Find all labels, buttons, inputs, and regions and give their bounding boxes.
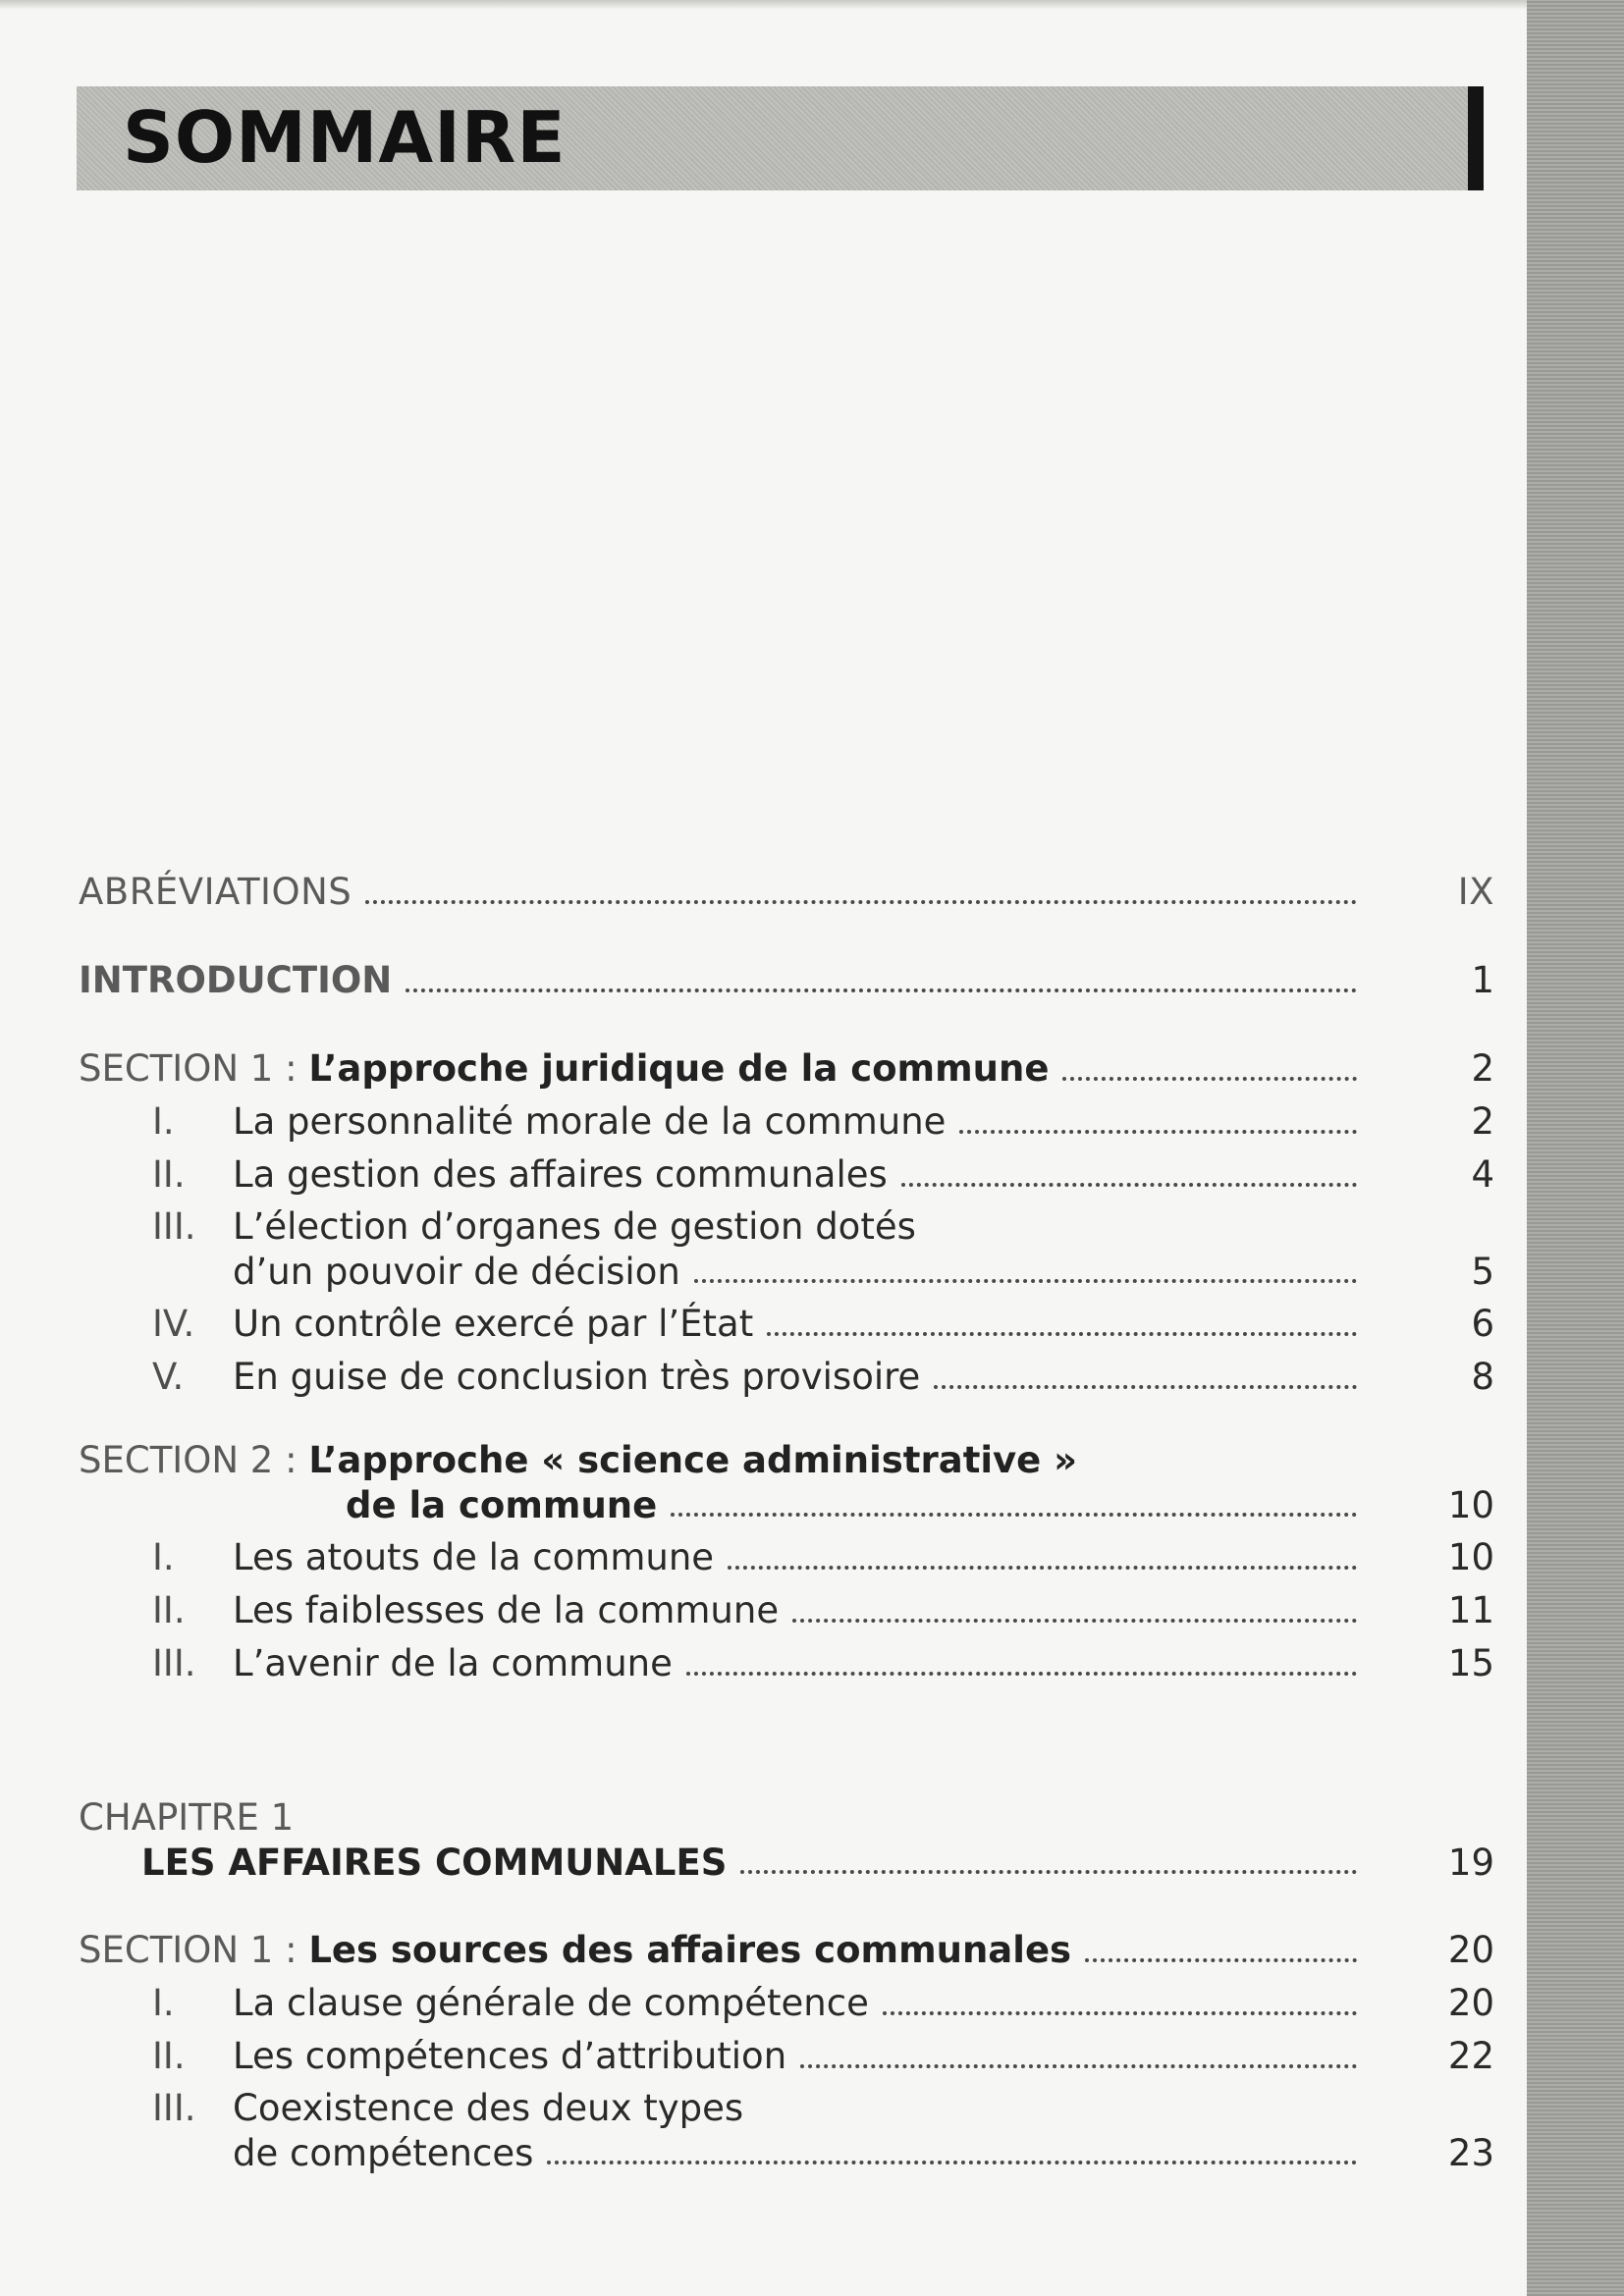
page-number: 10 — [1447, 1484, 1494, 1526]
item-text: Les atouts de la commune — [233, 1536, 715, 1578]
item-numeral: II. — [152, 1153, 186, 1196]
leader-dots — [1062, 1077, 1357, 1081]
leader-dots — [740, 1870, 1357, 1874]
item-text: d’un pouvoir de décision — [233, 1251, 680, 1293]
page-number: 11 — [1447, 1589, 1494, 1631]
item-text-line1: Coexistence des deux types — [233, 2087, 744, 2129]
chapter-label: CHAPITRE 1 — [79, 1796, 295, 1839]
toc-item[interactable] — [79, 1301, 1512, 1348]
item-text-line1: L’élection d’organes de gestion dotés — [233, 1205, 916, 1248]
item-numeral: III. — [152, 1205, 196, 1248]
item-numeral: III. — [152, 2087, 196, 2129]
toc-item[interactable] — [79, 1534, 1512, 1581]
toc-label: INTRODUCTION — [79, 959, 393, 1001]
page-number: 15 — [1447, 1642, 1494, 1684]
leader-dots — [934, 1385, 1357, 1389]
page-number: 20 — [1447, 1929, 1494, 1971]
toc-section-heading[interactable] — [79, 1045, 1512, 1093]
item-text: L’avenir de la commune — [233, 1642, 673, 1684]
toc-item-line1[interactable] — [79, 2086, 1512, 2131]
toc-label: ABRÉVIATIONS — [79, 871, 352, 913]
page-number: 23 — [1447, 2132, 1494, 2174]
toc-item[interactable] — [79, 1587, 1512, 1634]
title-vertical-rule — [1468, 86, 1484, 190]
leader-dots — [547, 2161, 1357, 2164]
chapter-title: LES AFFAIRES COMMUNALES — [141, 1842, 728, 1884]
page-title: SOMMAIRE — [123, 96, 567, 179]
leader-dots — [901, 1183, 1357, 1187]
page-number: 2 — [1471, 1100, 1494, 1143]
page-number: 10 — [1447, 1536, 1494, 1578]
section-prefix: SECTION 1 : — [79, 1047, 309, 1090]
section-prefix: SECTION 1 : — [79, 1929, 309, 1971]
chapter-label-line — [79, 1795, 1512, 1841]
leader-dots — [767, 1332, 1357, 1336]
section-title: Les sources des affaires communales — [308, 1929, 1072, 1971]
section-title: de la commune — [346, 1484, 658, 1526]
page-number: 22 — [1447, 2035, 1494, 2077]
page-top-shadow — [0, 0, 1527, 10]
leader-dots — [800, 2064, 1357, 2068]
page-number: 5 — [1471, 1251, 1494, 1293]
leader-dots — [365, 900, 1357, 904]
toc-entry-introduction[interactable] — [79, 957, 1512, 1004]
leader-dots — [792, 1619, 1357, 1623]
page-number: 6 — [1471, 1303, 1494, 1345]
section-prefix: SECTION 2 : — [79, 1439, 309, 1481]
leader-dots — [671, 1513, 1357, 1517]
leader-dots — [1085, 1958, 1357, 1962]
page-number: 19 — [1447, 1842, 1494, 1884]
item-text: Les faiblesses de la commune — [233, 1589, 780, 1631]
toc-section-heading[interactable] — [79, 1927, 1512, 1974]
item-numeral: IV. — [152, 1303, 195, 1345]
page-number: 20 — [1447, 1982, 1494, 2024]
toc-entry-abreviations[interactable] — [79, 869, 1512, 916]
page-number: 8 — [1471, 1356, 1494, 1398]
toc-item[interactable] — [79, 1980, 1512, 2027]
item-numeral: I. — [152, 1100, 175, 1143]
toc-section-heading[interactable] — [79, 1483, 1512, 1528]
leader-dots — [728, 1566, 1357, 1570]
toc-section-heading-line1[interactable] — [79, 1438, 1512, 1483]
toc-item-line1[interactable] — [79, 1204, 1512, 1250]
item-text: La personnalité morale de la commune — [233, 1100, 947, 1143]
toc-item[interactable] — [79, 2033, 1512, 2080]
item-text: La gestion des affaires communales — [233, 1153, 888, 1196]
leader-dots — [686, 1672, 1357, 1676]
page-number: 4 — [1471, 1153, 1494, 1196]
item-text: Les compétences d’attribution — [233, 2035, 787, 2077]
leader-dots — [959, 1130, 1357, 1134]
toc-item[interactable] — [79, 1250, 1512, 1295]
leader-dots — [883, 2011, 1357, 2015]
page-number: 2 — [1471, 1047, 1494, 1090]
item-numeral: II. — [152, 2035, 186, 2077]
item-text: de compétences — [233, 2132, 534, 2174]
item-numeral: I. — [152, 1536, 175, 1578]
section-title: L’approche juridique de la commune — [308, 1047, 1050, 1090]
toc-item[interactable] — [79, 1640, 1512, 1687]
item-numeral: V. — [152, 1356, 185, 1398]
item-text: Un contrôle exercé par l’État — [233, 1303, 754, 1345]
toc-item[interactable] — [79, 1098, 1512, 1146]
page-number: 1 — [1471, 959, 1494, 1001]
item-numeral: II. — [152, 1589, 186, 1631]
leader-dots — [694, 1279, 1357, 1283]
toc-item[interactable] — [79, 1151, 1512, 1199]
page-number: IX — [1457, 871, 1494, 913]
toc-item[interactable] — [79, 2131, 1512, 2176]
section-title-line1: L’approche « science administrative » — [308, 1439, 1078, 1481]
table-of-contents — [79, 869, 1512, 2176]
item-text: En guise de conclusion très provisoire — [233, 1356, 921, 1398]
toc-item[interactable] — [79, 1354, 1512, 1401]
item-numeral: I. — [152, 1982, 175, 2024]
toc-chapter-title[interactable] — [79, 1841, 1512, 1886]
title-banner — [77, 86, 1477, 190]
leader-dots — [406, 988, 1357, 992]
item-numeral: III. — [152, 1642, 196, 1684]
book-spine-edge — [1527, 0, 1624, 2296]
item-text: La clause générale de compétence — [233, 1982, 869, 2024]
